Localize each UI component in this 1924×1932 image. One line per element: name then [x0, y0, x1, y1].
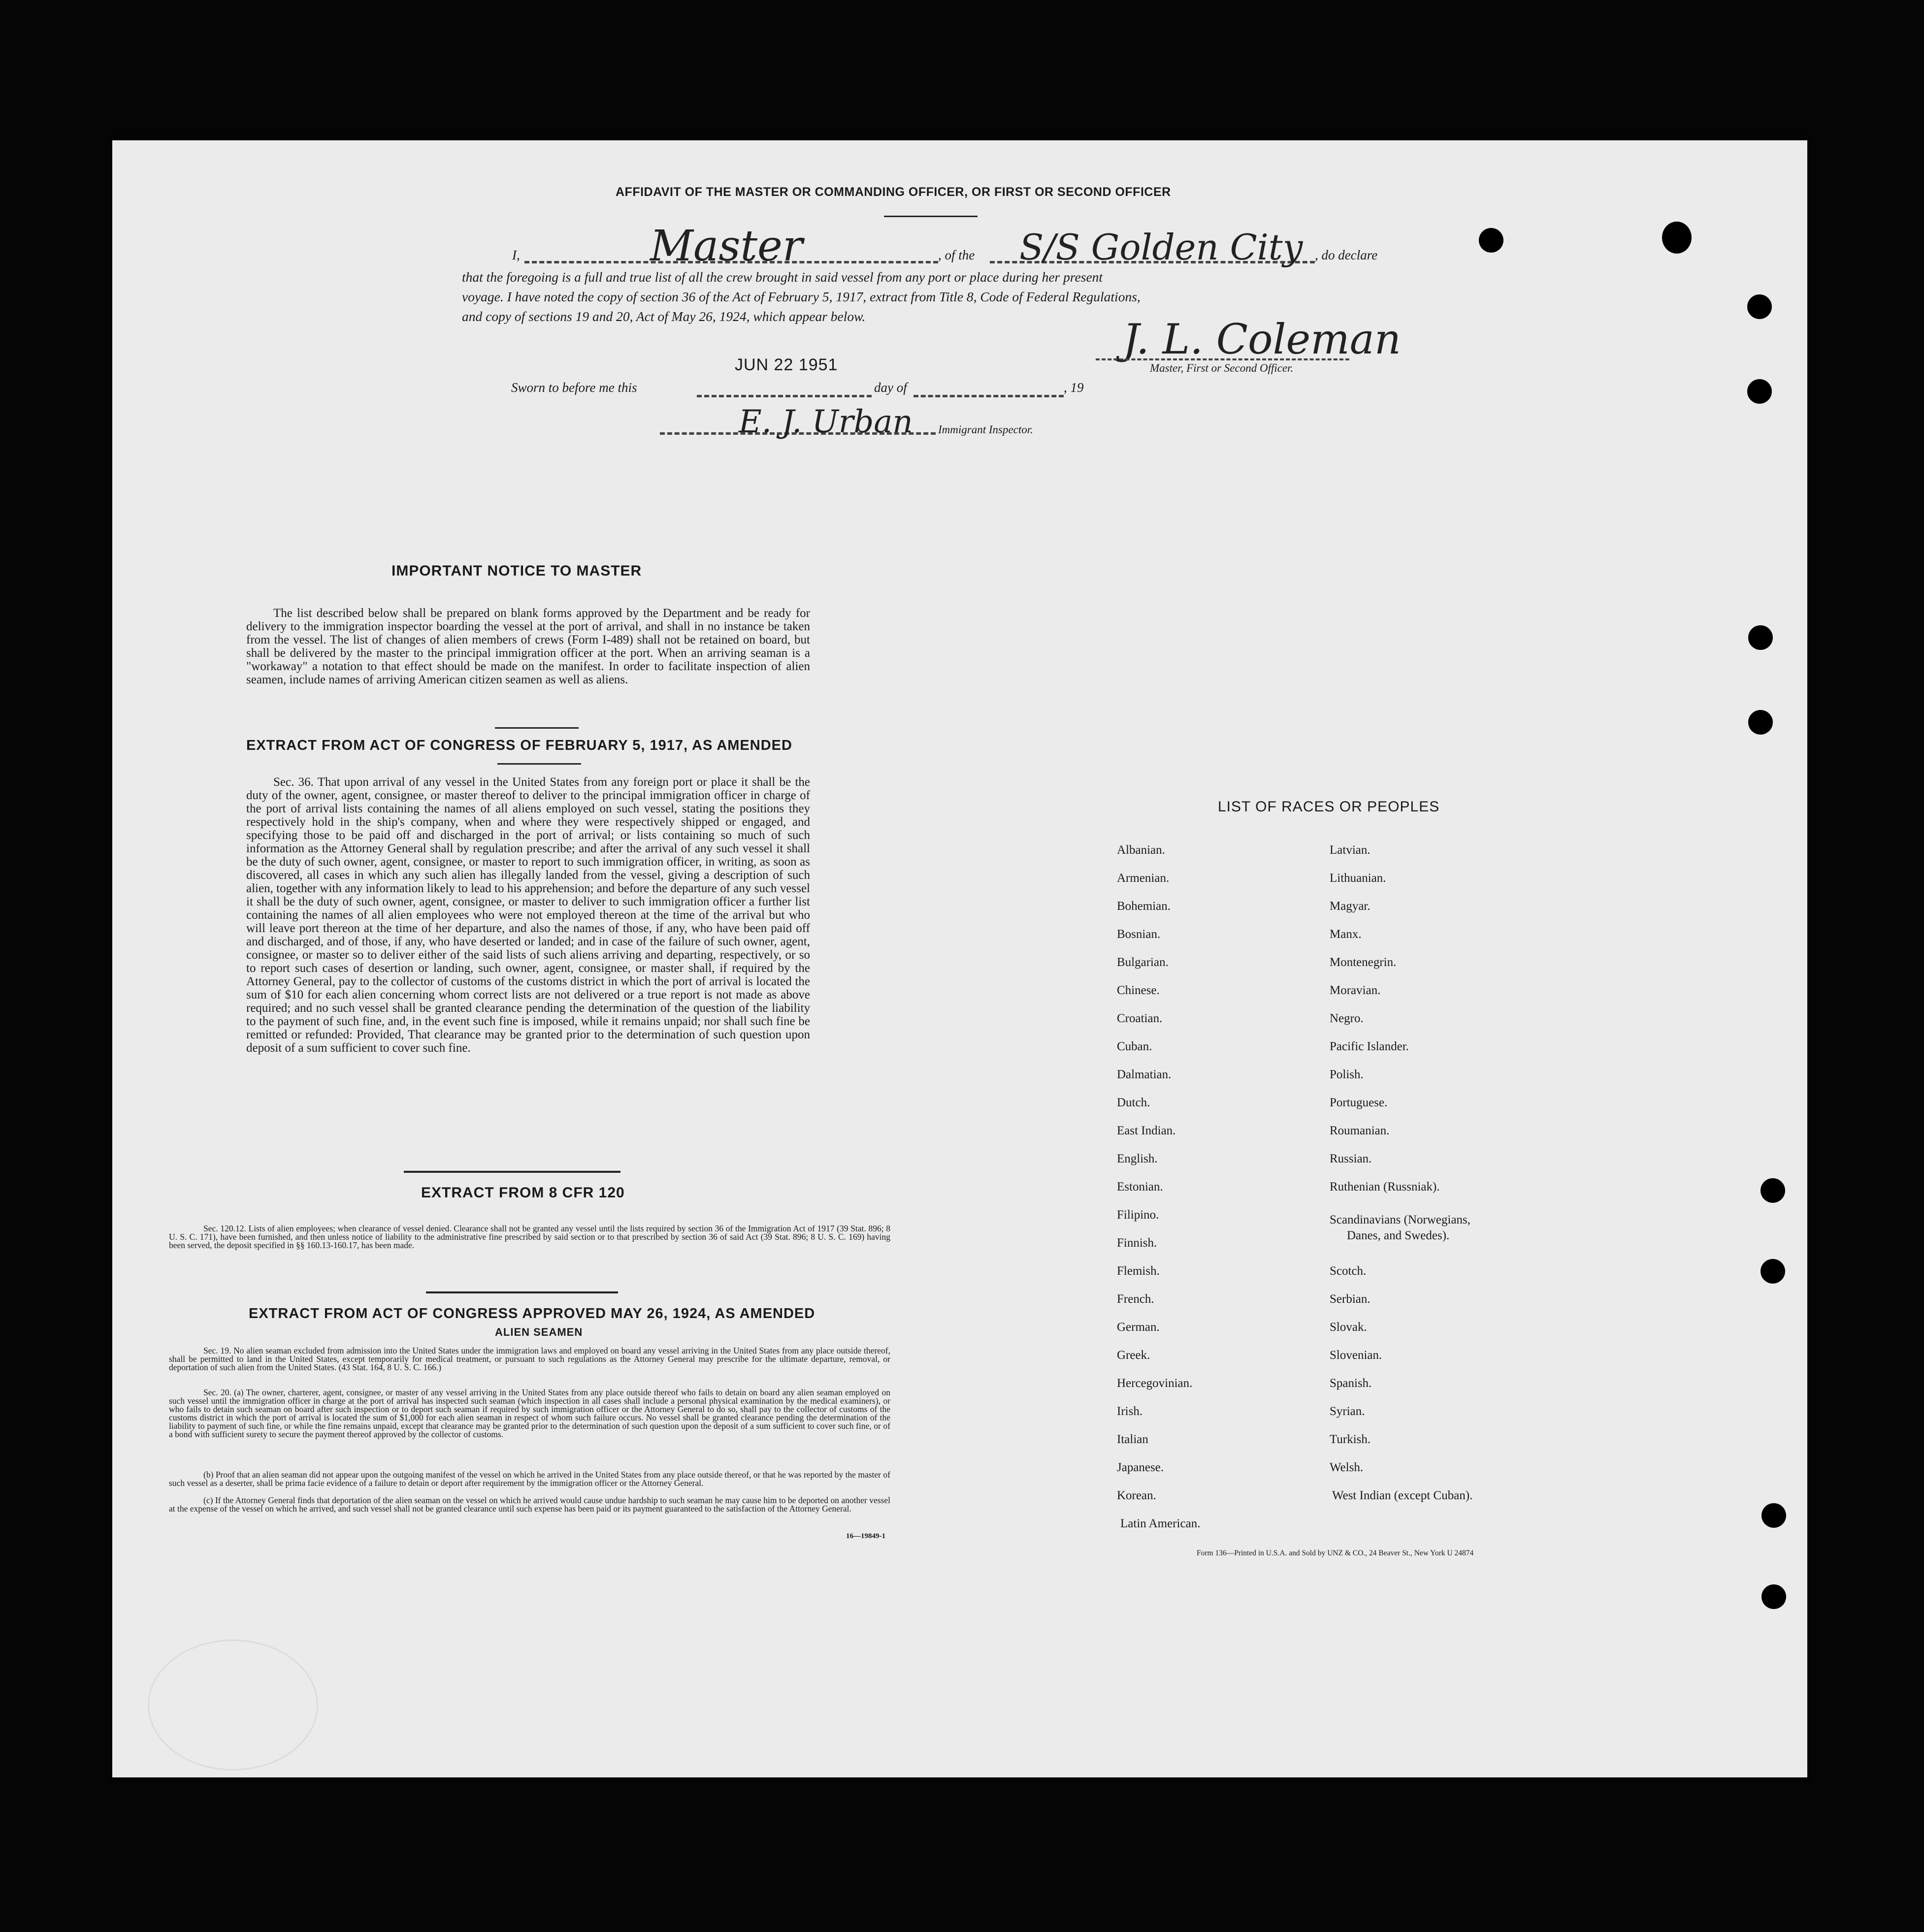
race-right: Serbian.	[1330, 1292, 1370, 1306]
handwritten-rank: Master	[650, 222, 803, 271]
affidavit-line-2: voyage. I have noted the copy of section 36 of the Act of February 5, 1917, extract from Title 8, Code of Federal Regulations,	[462, 289, 1141, 304]
race-left: Hercegovinian.	[1117, 1377, 1193, 1390]
punch-hole	[1479, 228, 1503, 253]
race-right: Roumanian.	[1330, 1124, 1390, 1137]
race-left: Filipino.	[1117, 1208, 1159, 1222]
race-left: East Indian.	[1117, 1124, 1176, 1137]
race-right: Scandinavians (Norwegians,	[1330, 1213, 1471, 1226]
race-left: German.	[1117, 1320, 1160, 1334]
race-left: Armenian.	[1117, 871, 1170, 885]
embossed-seal	[148, 1640, 318, 1771]
race-left: Latin American.	[1120, 1517, 1201, 1530]
race-left: Flemish.	[1117, 1264, 1160, 1278]
race-right: Magyar.	[1330, 900, 1370, 913]
race-left: Japanese.	[1117, 1461, 1164, 1474]
extract-1917-title: EXTRACT FROM ACT OF CONGRESS OF FEBRUARY 5, 1917, AS AMENDED	[246, 738, 792, 753]
race-right: Spanish.	[1330, 1377, 1372, 1390]
punch-hole	[1747, 294, 1772, 319]
race-left: Greek.	[1117, 1349, 1150, 1362]
divider	[404, 1171, 620, 1173]
race-left: Chinese.	[1117, 984, 1160, 997]
punch-hole	[1748, 710, 1773, 735]
notice-title: IMPORTANT NOTICE TO MASTER	[391, 563, 642, 579]
form-footer: Form 136—Printed in U.S.A. and Sold by UNZ & CO., 24 Beaver St., New York U 24874	[1197, 1549, 1474, 1557]
form-code: 16—19849-1	[846, 1532, 885, 1540]
races-title: LIST OF RACES OR PEOPLES	[1218, 799, 1440, 815]
race-right: Moravian.	[1330, 984, 1381, 997]
race-left: Bosnian.	[1117, 928, 1161, 941]
inspector-caption: Immigrant Inspector.	[938, 423, 1033, 436]
affidavit-line-1: that the foregoing is a full and true list of all the crew brought in said vessel from any port or place during her present	[462, 269, 1103, 285]
race-right: West Indian (except Cuban).	[1332, 1489, 1473, 1502]
race-right: Danes, and Swedes).	[1347, 1229, 1450, 1242]
race-left: Korean.	[1117, 1489, 1156, 1502]
race-right: Turkish.	[1330, 1433, 1371, 1446]
punch-hole	[1662, 222, 1692, 254]
extract-1917-text: Sec. 36. That upon arrival of any vessel in the United States from any foreign port or place it shall be the duty of the owner, agent, consignee, or master thereof to deliver to the principal immigration officer in charge of the port of arrival lists containing the names of all aliens employed on such vessel, stating the positions they respectively hold in the ship's company, when and where they were respectively shipped or engaged, and specifying those to be paid off and discharged in the port of arrival; or lists containing so much of such information as the Attorney General shall by regulation prescribe; and after the arrival of any such vessel it shall be the duty of such owner, agent, consignee, or master to report to such immigration officer, in writing, as soon as discovered, all cases in which any such alien has illegally landed from the vessel, giving a description of such alien, together with any information likely to lead to his apprehension; and before the departure of any such vessel it shall be the duty of such owner, agent, consignee, or master to deliver to such immigration officer a further list containing the names of all alien employees who were not employed thereon at the time of the arrival but who will leave port thereon at the time of her departure, and also the names of those, if any, who have been paid off and discharged, and of those, if any, who have deserted or landed; and in case of the failure of such owner, agent, consignee, or master so to deliver either of the said lists of such aliens arriving and departing, respectively, or so to report such cases of desertion or landing, such owner, agent, consignee, or master shall, if required by the Attorney General, pay to the collector of customs of the customs district in which the port of arrival is located the sum of $10 for each alien concerning whom correct lists are not delivered or a true report is not made as above required; and no such vessel shall be granted clearance pending the determination of the question of the liability to the payment of such fine, and, in the event such fine is imposed, while it remains unpaid; nor shall such fine be remitted or refunded: Provided, That clearance may be granted prior to the determination of such question upon deposit of a sum sufficient to cover such fine.	[246, 775, 810, 1055]
affidavit-title: AFFIDAVIT OF THE MASTER OR COMMANDING OFFICER, OR FIRST OR SECOND OFFICER	[616, 185, 1171, 199]
divider	[495, 727, 579, 729]
race-left: Irish.	[1117, 1405, 1143, 1418]
fill-line	[697, 395, 872, 397]
do-declare-label: , do declare	[1315, 248, 1378, 262]
race-right: Negro.	[1330, 1012, 1364, 1025]
master-caption: Master, First or Second Officer.	[1150, 362, 1294, 374]
notice-text: The list described below shall be prepared on blank forms approved by the Department and be ready for delivery to the immigration inspector boarding the vessel at the port of arrival, and shall in no instance be taken from the vessel. The list of changes of alien members of crews (Form I-489) shall not be retained on board, but shall be delivered by the master to the principal immigration officer at the port. When an arriving seaman is a "workaway" a notation to that effect should be made on the manifest. In order to facilitate inspection of alien seamen, include names of arriving American citizen seamen as well as aliens.	[246, 607, 810, 686]
race-right: Slovenian.	[1330, 1349, 1382, 1362]
race-left: English.	[1117, 1152, 1158, 1165]
affidavit-line-3: and copy of sections 19 and 20, Act of May 26, 1924, which appear below.	[462, 309, 866, 324]
race-right: Pacific Islander.	[1330, 1040, 1409, 1053]
punch-hole	[1748, 625, 1773, 650]
extract-1924-title: EXTRACT FROM ACT OF CONGRESS APPROVED MAY 26, 1924, AS AMENDED	[249, 1306, 815, 1321]
race-right: Portuguese.	[1330, 1096, 1388, 1109]
inspector-signature: E. J. Urban	[739, 404, 913, 440]
signature-line	[1096, 358, 1349, 360]
race-left: Dutch.	[1117, 1096, 1150, 1109]
punch-hole	[1761, 1584, 1786, 1609]
race-right: Slovak.	[1330, 1320, 1367, 1334]
race-left: French.	[1117, 1292, 1154, 1306]
race-right: Polish.	[1330, 1068, 1364, 1081]
race-left: Dalmatian.	[1117, 1068, 1172, 1081]
race-left: Albanian.	[1117, 843, 1165, 857]
race-right: Ruthenian (Russniak).	[1330, 1180, 1440, 1193]
handwritten-vessel: S/S Golden City	[1019, 226, 1303, 268]
master-signature: J. L. Coleman	[1123, 315, 1401, 363]
race-right: Russian.	[1330, 1152, 1372, 1165]
year-label: , 19	[1064, 380, 1084, 395]
race-left: Croatian.	[1117, 1012, 1163, 1025]
race-left: Estonian.	[1117, 1180, 1163, 1193]
cfr-text: Sec. 120.12. Lists of alien employees; when clearance of vessel denied. Clearance shall not be granted any vessel until the lists required by section 36 of the Immigration Act of 1917 (39 Stat. 896; 8 U. S. C. 171), have been furnished, and then unless notice of liability to the administrative fine prescribed by said section or to that prescribed by section 36 of said Act (39 Stat. 896; 8 U. S. C. 169) having been served, the deposit specified in §§ 160.13-160.17, has been made.	[169, 1224, 890, 1250]
race-right: Latvian.	[1330, 843, 1370, 857]
race-left: Finnish.	[1117, 1236, 1157, 1250]
punch-hole	[1761, 1178, 1785, 1203]
race-right: Montenegrin.	[1330, 956, 1397, 969]
day-of-label: day of	[874, 380, 907, 395]
extract-1924-sec20b: (b) Proof that an alien seaman did not appear upon the outgoing manifest of the vessel on which he arrived in the United States from any place outside thereof, or that he was reported by the master of such vessel as a deserter, shall be prima facie evidence of a failure to detain or deport after requirement by the immigration officer or the Attorney General.	[169, 1470, 890, 1488]
sworn-label: Sworn to before me this	[511, 380, 637, 395]
race-right: Welsh.	[1330, 1461, 1364, 1474]
extract-1924-sec20a: Sec. 20. (a) The owner, charterer, agent, consignee, or master of any vessel arriving in the United States from any place outside thereof who fails to detain on board any alien seaman employed on such vessel until the immigration officer in charge at the port of arrival has inspected such seaman (which inspection in all cases shall include a personal physical examination by the medical examiners), or who fails to detain such seaman on board after such inspection or to deport such seaman if required by such immigration officer or the Attorney General to do so, shall pay to the collector of customs of the customs district in which the port of arrival is located the sum of $1,000 for each alien seaman in respect of whom such failure occurs. No vessel shall be granted clearance pending the determination of the liability to payment of such fine, or while the fine remains unpaid, except that clearance may be granted prior to the determination of such question upon the deposit of a sum sufficient to cover such fine, or of a bond with sufficient surety to secure the payment thereof approved by the collector of customs.	[169, 1387, 890, 1439]
race-left: Cuban.	[1117, 1040, 1152, 1053]
race-right: Manx.	[1330, 928, 1362, 941]
punch-hole	[1747, 379, 1772, 404]
race-left: Italian	[1117, 1433, 1148, 1446]
of-the-label: , of the	[938, 248, 975, 262]
race-right: Scotch.	[1330, 1264, 1367, 1278]
extract-1924-sec20c: (c) If the Attorney General finds that deportation of the alien seaman on the vessel on which he arrived would cause undue hardship to such seaman he may cause him to be deported on another vessel at the expense of the vessel on which he arrived, and such vessel shall not be granted clearance until such expense has been paid or its payment guaranteed to the satisfaction of the Attorney General.	[169, 1495, 890, 1513]
punch-hole	[1761, 1259, 1785, 1284]
divider	[884, 216, 978, 217]
date-stamp: JUN 22 1951	[735, 355, 838, 374]
extract-1924-sec19: Sec. 19. No alien seaman excluded from admission into the United States under the immigration laws and employed on board any vessel arriving in the United States from any place outside thereof, shall be permitted to land in the United States, except temporarily for medical treatment, or pursuant to such regulations as the Attorney General may prescribe for the ultimate departure, removal, or deportation of such alien from the United States. (43 Stat. 164, 8 U. S. C. 166.)	[169, 1346, 890, 1372]
cfr-title: EXTRACT FROM 8 CFR 120	[421, 1185, 625, 1201]
race-left: Bohemian.	[1117, 900, 1171, 913]
punch-hole	[1761, 1503, 1786, 1528]
affidavit-i-label: I,	[512, 248, 520, 262]
divider	[497, 763, 581, 765]
race-right: Syrian.	[1330, 1405, 1365, 1418]
extract-1924-subtitle: ALIEN SEAMEN	[495, 1326, 583, 1338]
race-right: Lithuanian.	[1330, 871, 1386, 885]
divider	[426, 1291, 618, 1293]
fill-line	[913, 395, 1064, 397]
race-left: Bulgarian.	[1117, 956, 1169, 969]
